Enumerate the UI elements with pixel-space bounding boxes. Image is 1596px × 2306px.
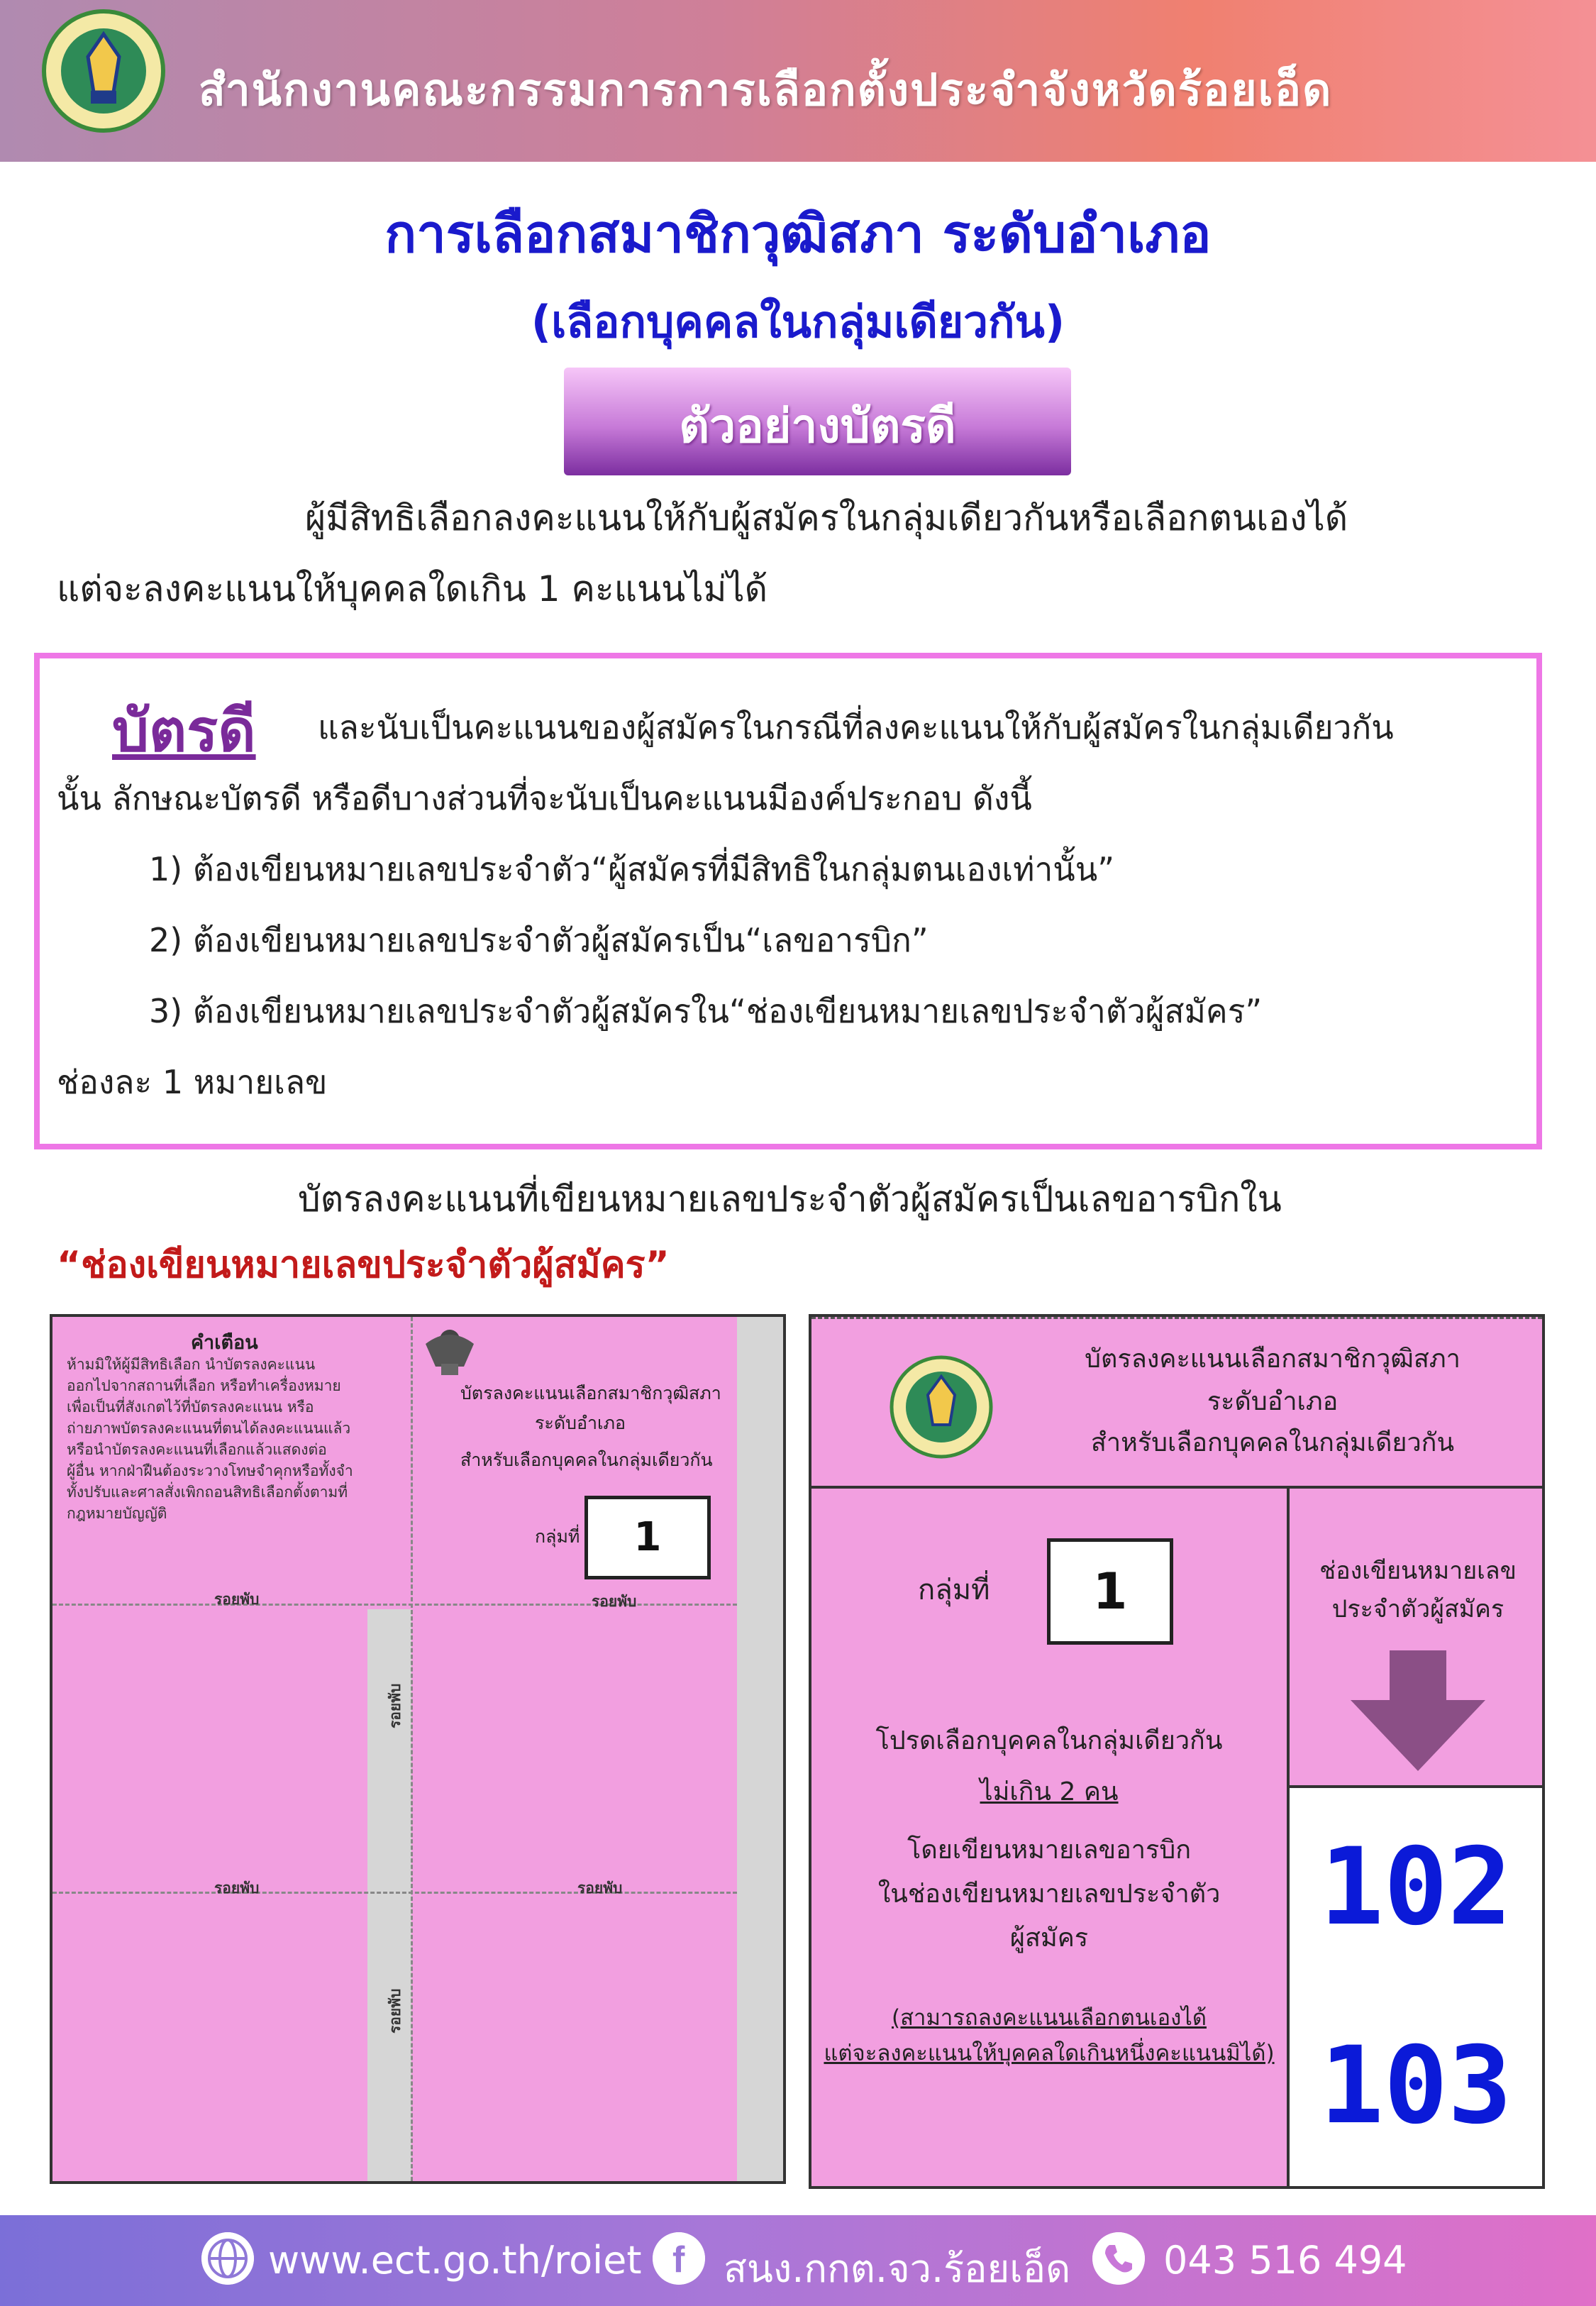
back-group-label: กลุ่มที่ [535, 1526, 580, 1547]
ballot-back-image [50, 1314, 786, 2184]
box-item-3: 3) ต้องเขียนหมายเลขประจำตัวผู้สมัครใน“ช่องเขียนหมายเลขประจำตัวผู้สมัคร” [149, 992, 1263, 1030]
phone-icon [1092, 2232, 1145, 2285]
back-group-number: 1 [584, 1496, 711, 1579]
fold-label: รอยพับ [214, 1880, 260, 1897]
back-title-1: บัตรลงคะแนนเลือกสมาชิกวุฒิสภา [460, 1383, 721, 1403]
front-group-label: กลุ่มที่ [918, 1574, 990, 1606]
note-line-2: “ช่องเขียนหมายเลขประจำตัวผู้สมัคร” [57, 1244, 670, 1286]
down-arrow-icon [1351, 1650, 1485, 1771]
header-banner [0, 0, 1596, 162]
instruction-4: ในช่องเขียนหมายเลขประจำตัว [877, 1880, 1221, 1909]
warning-line: ห้ามมิให้ผู้มีสิทธิเลือก นำบัตรลงคะแนน [67, 1356, 316, 1373]
instruction-6: (สามารถลงคะแนนเลือกตนเองได้ [892, 2005, 1207, 2031]
header-title: สำนักงานคณะกรรมการการเลือกตั้งประจำจังหวัดร้อยเอ็ด [199, 64, 1333, 116]
instruction-1: โปรดเลือกบุคคลในกลุ่มเดียวกัน [875, 1726, 1223, 1755]
website-link[interactable]: www.ect.go.th/roiet [268, 2238, 642, 2283]
note-line-1: บัตรลงคะแนนที่เขียนหมายเลขประจำตัวผู้สมัครเป็นเลขอารบิกใน [298, 1179, 1282, 1220]
box-line-1: และนับเป็นคะแนนของผู้สมัครในกรณีที่ลงคะแนนให้กับผู้สมัครในกลุ่มเดียวกัน [318, 708, 1394, 746]
front-group-number: 1 [1047, 1538, 1173, 1645]
fold-line-vertical [411, 1317, 413, 2181]
candidate-number-slot-2: 103 [1290, 1987, 1542, 2186]
warning-line: ออกไปจากสถานที่เลือก หรือทำเครื่องหมาย [67, 1377, 341, 1394]
fold-label: รอยพับ [214, 1591, 260, 1608]
instruction-7: แต่จะลงคะแนนให้บุคคลใดเกินหนึ่งคะแนนมิได้) [824, 2041, 1275, 2066]
ballot-top-dash [811, 1317, 1542, 1319]
back-title-2: ระดับอำเภอ [535, 1413, 626, 1433]
sample-badge-label: ตัวอย่างบัตรดี [679, 399, 956, 453]
page-title: การเลือกสมาชิกวุฒิสภา ระดับอำเภอ [384, 204, 1212, 265]
front-title-3: สำหรับเลือกบุคคลในกลุ่มเดียวกัน [1090, 1428, 1455, 1457]
instruction-3: โดยเขียนหมายเลขอารบิก [907, 1836, 1191, 1865]
box-item-3-cont: ช่องละ 1 หมายเลข [57, 1063, 328, 1101]
warning-line: ผู้อื่น หากฝ่าฝืนต้องระวางโทษจำคุกหรือทั้งจำ [67, 1462, 353, 1479]
facebook-link[interactable]: สนง.กกต.จว.ร้อยเอ็ด [724, 2246, 1071, 2291]
candidate-number-slot-1: 102 [1290, 1785, 1542, 1990]
warning-line: ถ่ายภาพบัตรลงคะแนนที่ตนได้ลงคะแนนแล้ว [67, 1420, 351, 1437]
globe-icon [201, 2232, 254, 2285]
fold-label: รอยพับ [592, 1593, 637, 1610]
ballot-edge-strip [737, 1317, 783, 2181]
front-title-1: บัตรลงคะแนนเลือกสมาชิกวุฒิสภา [1085, 1345, 1461, 1374]
intro-line-2: แต่จะลงคะแนนให้บุคคลใดเกิน 1 คะแนนไม่ได้ [57, 568, 768, 609]
page-subtitle: (เลือกบุคคลในกลุ่มเดียวกัน) [531, 296, 1065, 348]
ect-emblem-logo [40, 7, 167, 135]
box-item-1: 1) ต้องเขียนหมายเลขประจำตัว“ผู้สมัครที่มีสิทธิในกลุ่มตนเองเท่านั้น” [149, 850, 1115, 888]
fold-label: รอยพับ [387, 1683, 404, 1728]
sample-badge [564, 368, 1071, 475]
box-item-2: 2) ต้องเขียนหมายเลขประจำตัวผู้สมัครเป็น“เลขอารบิก” [149, 921, 929, 959]
fold-label: รอยพับ [577, 1880, 623, 1897]
garuda-emblem-icon [421, 1323, 478, 1379]
intro-line-1: ผู้มีสิทธิเลือกลงคะแนนให้กับผู้สมัครในกลุ่มเดียวกันหรือเลือกตนเองได้ [305, 497, 1348, 539]
instruction-5: ผู้สมัคร [1009, 1924, 1089, 1953]
front-title-2: ระดับอำเภอ [1207, 1387, 1339, 1416]
svg-text:f: f [672, 2239, 685, 2280]
phone-number[interactable]: 043 516 494 [1163, 2238, 1407, 2283]
footer-banner [0, 2215, 1596, 2306]
fold-line-horizontal-2 [52, 1892, 737, 1894]
good-ballot-heading: บัตรดี [112, 697, 256, 765]
warning-line: หรือนำบัตรลงคะแนนที่เลือกแล้วแสดงต่อ [67, 1441, 327, 1458]
warning-text [67, 1354, 400, 1524]
back-title-3: สำหรับเลือกบุคคลในกลุ่มเดียวกัน [460, 1450, 713, 1470]
column-heading-2: ประจำตัวผู้สมัคร [1331, 1595, 1504, 1623]
box-line-2: นั้น ลักษณะบัตรดี หรือดีบางส่วนที่จะนับเป็นคะแนนมีองค์ประกอบ ดังนี้ [57, 779, 1032, 817]
instruction-2: ไม่เกิน 2 คน [980, 1777, 1119, 1806]
warning-line: ทั้งปรับและศาลสั่งเพิกถอนสิทธิเลือกตั้งตามที่ [67, 1484, 348, 1501]
column-heading-1: ช่องเขียนหมายเลข [1319, 1557, 1517, 1585]
ballot-front-image [809, 1314, 1545, 2189]
ect-emblem-logo [888, 1354, 994, 1460]
ballot-header-divider [811, 1486, 1542, 1489]
fold-label: รอยพับ [387, 1988, 404, 2034]
warning-line: เพื่อเป็นที่สังเกตไว้ที่บัตรลงคะแนน หรือ [67, 1399, 314, 1416]
warning-title: คำเตือน [191, 1332, 258, 1354]
warning-line: กฎหมายบัญญัติ [67, 1505, 167, 1522]
facebook-icon [653, 2232, 705, 2285]
